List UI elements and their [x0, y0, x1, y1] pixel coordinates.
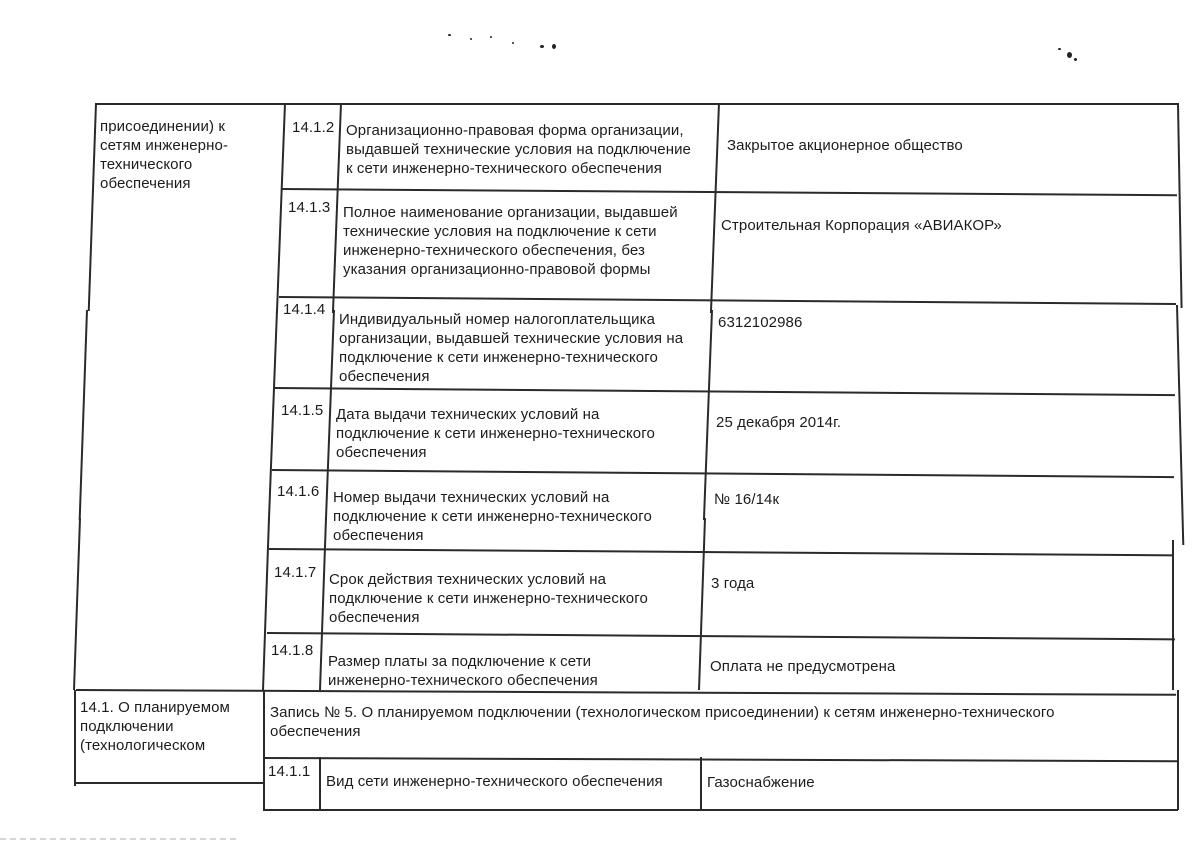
section-14-1-continuation: присоединении) к сетям инженерно- технического обеспечения	[100, 118, 229, 192]
row-number: 14.1.7	[274, 564, 317, 581]
record-header: Запись № 5. О планируемом подключении (технологическом присоединении) к сетям инженерно-технического обеспечения	[270, 704, 1055, 740]
row-value: Строительная Корпорация «АВИАКОР»	[721, 217, 1002, 234]
row-value: Оплата не предусмотрена	[710, 658, 896, 675]
scan-bottom-edge	[0, 838, 240, 840]
row-value: Газоснабжение	[707, 774, 815, 791]
row-value: № 16/14к	[714, 491, 780, 508]
row-label: Номер выдачи технических условий на подключение к сети инженерно-технического обеспечения	[333, 489, 652, 544]
row-number: 14.1.8	[271, 642, 314, 659]
row-number: 14.1.5	[281, 402, 324, 419]
row-label: Полное наименование организации, выдавшей технические условия на подключение к сети инженерно-технического обеспечения, без указания организационно-правовой формы	[343, 204, 678, 278]
row-number: 14.1.1	[268, 763, 311, 780]
row-value: 3 года	[711, 575, 755, 592]
row-number: 14.1.6	[277, 483, 320, 500]
section-14-1-title: 14.1. О планируемом подключении (технологическом	[80, 699, 230, 754]
row-value: 25 декабря 2014г.	[716, 414, 842, 431]
row-label: Индивидуальный номер налогоплательщика организации, выдавшей технические условия на подключение к сети инженерно-технического обеспечения	[339, 311, 684, 385]
row-label: Дата выдачи технических условий на подключение к сети инженерно-технического обеспечения	[336, 406, 655, 461]
row-number: 14.1.4	[283, 301, 326, 318]
row-label: Вид сети инженерно-технического обеспечения	[326, 773, 663, 790]
row-label: Срок действия технических условий на подключение к сети инженерно-технического обеспечения	[329, 571, 648, 626]
row-value: 6312102986	[718, 314, 803, 331]
row-value: Закрытое акционерное общество	[727, 137, 963, 154]
row-number: 14.1.2	[292, 119, 335, 136]
row-label: Организационно-правовая форма организации, выдавшей технические условия на подключение к сети инженерно-технического обеспечения	[346, 122, 692, 177]
row-label: Размер платы за подключение к сети инженерно-технического обеспечения	[328, 653, 598, 689]
row-number: 14.1.3	[288, 199, 331, 216]
